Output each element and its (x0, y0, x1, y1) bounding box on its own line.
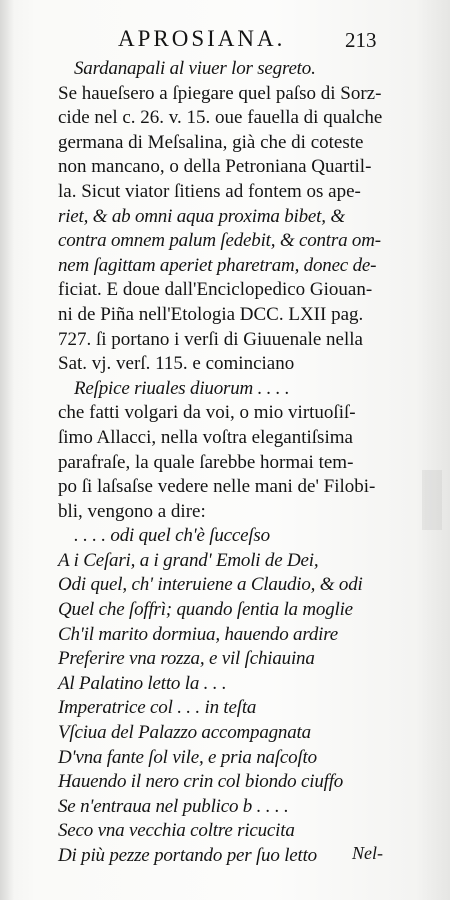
verse-line: Seco vna vecchia coltre ricucita (58, 820, 295, 842)
verse-line: A i Ceſari, a i grand' Emoli de Dei, (58, 549, 319, 571)
text-line: Sardanapali al viuer lor segreto. (74, 58, 316, 79)
text-line: ſimo Allacci, nella voſtra elegantiſsima (58, 426, 353, 448)
text-line: 727. ſi portano i verſi di Giuuenale nella (58, 328, 363, 350)
verse-line: Se n'entraua nel publico b . . . . (58, 795, 289, 817)
verse-line: Ch'il marito dormiua, hauendo ardire (58, 623, 338, 645)
running-title: APROSIANA. (118, 26, 286, 51)
text-line: parafraſe, la quale ſarebbe hormai tem- (58, 451, 354, 473)
verse-line: Imperatrice col . . . in teſta (58, 697, 257, 719)
verse-line: Hauendo il nero crin col biondo ciuffo (58, 771, 344, 793)
verse-line: Quel che ſoffrì; quando ſentia la moglie (58, 599, 353, 621)
text-line: Se haueſsero a ſpiegare quel paſso di Sorz- (58, 82, 382, 104)
verse-line: Vſciua del Palazzo accompagnata (58, 722, 311, 744)
text-line: che fatti volgari da voi, o mio virtuoſiſ- (58, 402, 356, 424)
page-number: 213 (345, 28, 377, 52)
verse-line: Al Palatino letto la . . . (58, 672, 227, 694)
verse-line: D'vna fante ſol vile, e pria naſcoſto (58, 746, 317, 768)
text-line: bli, vengono a dire: (58, 500, 206, 522)
page-header (0, 26, 450, 56)
text-line: Sat. vj. verſ. 115. e cominciano (58, 353, 295, 375)
verse-line: . . . . odi quel ch'è ſucceſso (74, 525, 270, 547)
text-line: non mancano, o della Petroniana Quartil- (58, 156, 372, 178)
text-line: nem ſagittam aperiet pharetram, donec de- (58, 254, 377, 276)
text-line: riet, & ab omni aqua proxima bibet, & (58, 205, 345, 227)
catchword: Nel- (352, 843, 383, 863)
verse-line: Preferire vna rozza, e vil ſchiauina (58, 648, 315, 670)
page-text (0, 57, 450, 869)
verse-line: Odi quel, ch' interuiene a Claudio, & odi (58, 574, 363, 596)
text-line: ni de Piña nell'Etologia DCC. LXII pag. (58, 303, 364, 325)
text-line: Reſpice riuales diuorum . . . . (74, 377, 290, 399)
text-line: la. Sicut viator ſitiens ad fontem os ape- (58, 180, 361, 202)
text-line: po ſi laſsaſse vedere nelle mani de' Filobi- (58, 476, 376, 498)
text-line: cide nel c. 26. v. 15. oue fauella di qualche (58, 107, 383, 129)
verse-line: Di più pezze portando per ſuo letto (58, 845, 317, 866)
text-line: contra omnem palum ſedebit, & contra om- (58, 230, 381, 252)
text-line: ficiat. E doue dall'Enciclopedico Giouan- (58, 279, 373, 301)
text-line: germana di Meſsalina, già che di coteste (58, 131, 364, 153)
